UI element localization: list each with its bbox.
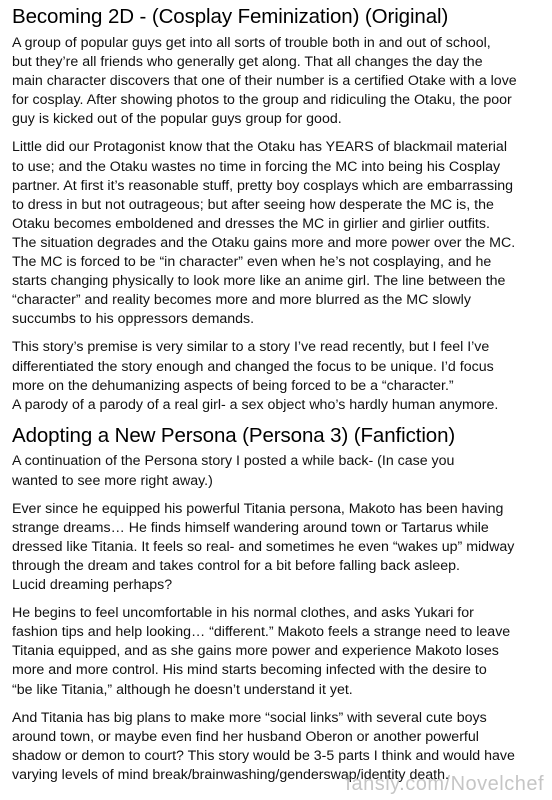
text-line: wanted to see more right away.) [12, 472, 213, 489]
text-line: A continuation of the Persona story I posted a while back- (In case you [12, 453, 455, 470]
text-line: main character discovers that one of their number is a certified Otake with a love [12, 73, 517, 90]
text-line: varying levels of mind break/brainwashing/genderswap/identity death. [12, 766, 449, 783]
text-line: dressed like Titania. It feels so real- and sometimes he even “wakes up” midway [12, 538, 515, 555]
text-line: to use; and the Otaku wastes no time in forcing the MC into being his Cosplay [12, 158, 501, 175]
text-line: The MC is forced to be “in character” even when he’s not cosplaying, and he [12, 254, 492, 271]
text-line: more on the dehumanizing aspects of being forced to be a “character.” [12, 377, 454, 394]
text-line: Lucid dreaming perhaps? [12, 577, 173, 594]
text-line: more and more control. His mind starts becoming infected with the desire to [12, 662, 487, 679]
text-line: strange dreams… He finds himself wandering around town or Tartarus while [12, 519, 489, 536]
section-title-becoming-2d: Becoming 2D - (Cosplay Feminization) (Original) [12, 5, 449, 29]
text-line: partner. At first it’s reasonable stuff, pretty boy cosplays which are embarrassing [12, 177, 514, 194]
text-line: to dress in but not outrageous; but after seeing how desperate the MC is, the [12, 196, 494, 213]
text-line: A parody of a parody of a real girl- a sex object who’s hardly human anymore. [12, 396, 499, 413]
text-line: differentiated the story enough and changed the focus to be unique. I’d focus [12, 358, 494, 375]
text-line: guy is kicked out of the popular guys group for good. [12, 111, 342, 128]
text-line: starts changing physically to look more like an anime girl. The line between the [12, 273, 506, 290]
text-line: Ever since he equipped his powerful Titania persona, Makoto has been having [12, 500, 504, 517]
paragraph-notes [12, 338, 544, 414]
text-line: “be like Titania,” although he doesn’t understand it yet. [12, 681, 353, 698]
text-line: through the dream and takes control for a bit before falling back asleep. [12, 557, 460, 574]
paragraph-dreams [12, 500, 544, 596]
text-line: This story’s premise is very similar to a story I’ve read recently, but I feel I’ve [12, 339, 490, 356]
paragraph-continuation [12, 452, 544, 490]
paragraph-premise [12, 34, 544, 130]
text-line: The situation degrades and the Otaku gains more and more power over the MC. [12, 234, 516, 251]
text-line: Little did our Protagonist know that the Otaku has YEARS of blackmail material [12, 139, 507, 156]
text-line: Otaku becomes emboldened and dresses the MC in girlier and girlier outfits. [12, 215, 490, 232]
watermark: fansly.com/Novelchef [345, 773, 544, 795]
text-line: succumbs to his oppressors demands. [12, 311, 255, 328]
paragraph-transformation [12, 604, 544, 700]
text-line: around town, or maybe even find her husband Oberon or another powerful [12, 728, 479, 745]
text-line: And Titania has big plans to make more “social links” with several cute boys [12, 709, 487, 726]
text-line: He begins to feel uncomfortable in his normal clothes, and asks Yukari for [12, 605, 474, 622]
text-line: fashion tips and help looking… “different.” Makoto feels a strange need to leave [12, 624, 511, 641]
text-line: A group of popular guys get into all sorts of trouble both in and out of school, [12, 34, 491, 51]
paragraph-plot [12, 138, 544, 329]
text-line: Titania equipped, and as she gains more power and experience Makoto loses [12, 643, 499, 660]
text-line: for cosplay. After showing photos to the group and ridiculing the Otaku, the poor [12, 92, 512, 109]
text-line: but they’re all friends who generally get along. That all changes the day the [12, 54, 483, 71]
text-line: shadow or demon to court? This story would be 3-5 parts I think and would have [12, 747, 515, 764]
section-title-adopting-new-persona: Adopting a New Persona (Persona 3) (Fanfiction) [12, 423, 456, 447]
text-line: “character” and reality becomes more and more blurred as the MC slowly [12, 292, 471, 309]
